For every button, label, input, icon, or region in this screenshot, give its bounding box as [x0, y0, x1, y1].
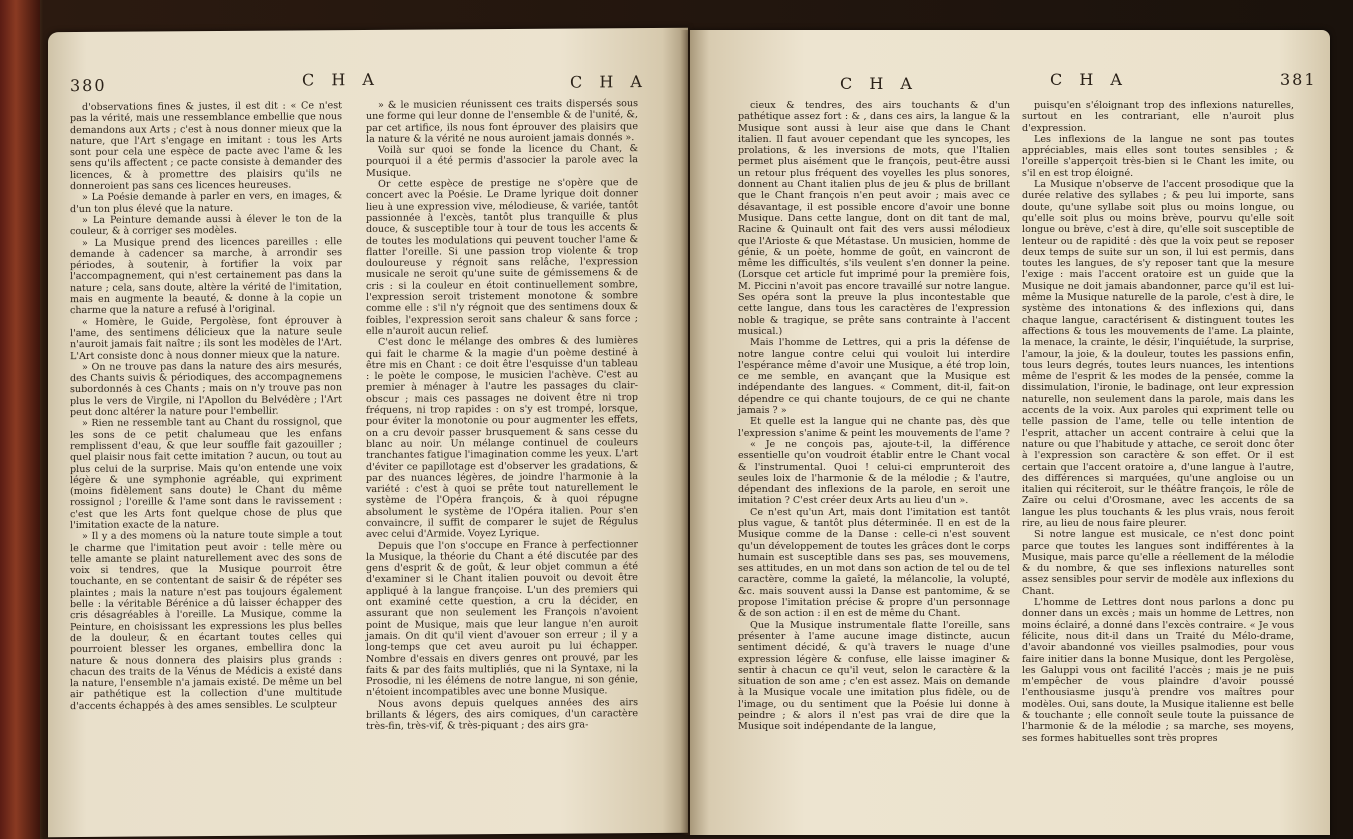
paragraph: « Je ne conçois pas, ajoute-t-il, la différence essentielle qu'on voudroit établir entre le Chant vocal & l'instrumental. Quoi ! celui-ci emprunteroit des seules loix de l'harmonie & de la mélodie ; & l'autre, dépendant des inflexions de la parole, en seroit une imitation ? C'est créer deux Arts au lieu d'un ». — [738, 438, 1010, 507]
paragraph: Mais l'homme de Lettres, qui a pris la défense de notre langue contre celui qui vouloit lui interdire l'espérance même d'avoir une Musique, a été trop loin, ce me semble, en avançant que la Musique est indépendante des langues. « Comment, dit-il, fait-on dépendre ce qui chante toujours, de ce qui ne chante jamais ? » — [738, 337, 1010, 417]
paragraph: » La Musique prend des licences pareilles : elle demande à cadencer sa marche, à arrondir ses périodes, à soutenir, à fortifier la voix par l'accompagnement, qui n'est certainement pas dans la nature ; cela, sans doute, altère la vérité de l'imitation, mais en augmente la beauté, & donne à la copie un charme que la nature a refusé à l'original. — [70, 235, 342, 317]
paragraph: d'observations fines & justes, il est dit : « Ce n'est pas la vérité, mais une ressemblance embellie que nous demandons aux Arts ; c'est à nous donner mieux que la nature, que l'Art s'engage en imitant : tous les Arts sont pour cela une espèce de pacte avec l'ame & les sens qu'ils affectent ; ce pacte consiste à demander des licences, & à promettre des plaisirs qu'ils ne donneroient pas sans ces licences heureuses. — [70, 100, 342, 193]
paragraph: Depuis que l'on s'occupe en France à perfectionner la Musique, la théorie du Chant a été discutée par des gens d'esprit & de goût, & leur objet commun a été d'examiner si le Chant italien pouvoit ou devoit être appliqué à la langue françoise. L'un des premiers qui ont examiné cette question, a cru la décider, en assurant que non seulement les François n'avoient point de Musique, mais que leur langue n'en auroit jamais. On dit qu'il vient d'avouer son erreur ; il y a long-temps que cet aveu auroit pu lui échapper. Nombre d'essais en divers genres ont prouvé, par les faits & par des faits multipliés, que ni la Syntaxe, ni la Prosodie, ni les élémens de notre langue, ni son génie, n'étoient incompatibles avec une bonne Musique. — [366, 538, 638, 699]
left-page-header — [70, 68, 670, 102]
paragraph: « Homère, le Guide, Pergolèse, font éprouver à l'ame, des sentimens délicieux que la nature seule n'auroit jamais fait naître ; ils sont les modèles de l'Art. L'Art consiste donc à nous donner mieux que la nature. — [70, 314, 342, 362]
book-binding — [0, 0, 40, 839]
left-page-number: 380 — [70, 75, 107, 96]
right-page-number: 381 — [1280, 70, 1317, 89]
paragraph: » La Poésie demande à parler en vers, en images, & d'un ton plus élevé que la nature. — [70, 190, 342, 215]
paragraph: » La Peinture demande aussi à élever le ton de la couleur, & à corriger ses modèles. — [70, 213, 342, 238]
right-page-header — [720, 70, 1320, 100]
paragraph: Et quelle est la langue qui ne chante pas, dès que l'expression s'anime & peint les mouvements de l'ame ? — [738, 416, 1010, 439]
left-running-head-2: C H A — [570, 72, 648, 92]
right-page — [690, 30, 1330, 835]
paragraph: » On ne trouve pas dans la nature des airs mesurés, des Chants suivis & périodiques, des accompagnemens subordonnés à ces Chants ; mais on n'y trouve pas non plus le vers de Virgile, ni l'Apollon du Belvédère ; l'Art peut donc altérer la nature pour l'embellir. — [70, 360, 342, 419]
paragraph: » & le musicien réunissent ces traits dispersés sous une forme qui leur donne de l'ensemble & de l'unité, &, par cet artifice, ils nous font éprouver des plaisirs que la nature & la vérité ne nous auroient jamais donnés ». — [366, 98, 638, 145]
right-page-column-1 — [738, 100, 1010, 733]
left-page-column-1 — [70, 100, 342, 712]
left-page-column-2 — [366, 98, 638, 733]
paragraph: Or cette espèce de prestige ne s'opère que de concert avec la Poésie. Le Drame lyrique doit donner lieu à une expression vive, mélodieuse, & variée, tantôt passionnée à l'excès, tantôt plus tranquille & plus douce, & susceptible tour à tour de tous les accents & de toutes les modulations qui peuvent toucher l'ame & flatter l'oreille. Si une passion trop violente & trop douloureuse y régnoit sans relâche, l'expression musicale ne seroit qu'une suite de gémissemens & de cris : si la couleur en étoit continuellement sombre, l'expression seroit tristement monotone & sombre comme elle : s'il n'y régnoit que des sentimens doux & foibles, l'expression seroit sans chaleur & sans force ; elle n'auroit aucun relief. — [366, 177, 638, 337]
right-page-column-2 — [1022, 100, 1294, 744]
left-running-head-1: C H A — [302, 69, 380, 90]
paragraph: Les inflexions de la langue ne sont pas toutes appréciables, mais elles sont toutes sensibles ; & l'oreille s'apperçoit très-bien si le Chant les imite, ou s'il en est trop éloigné. — [1022, 133, 1294, 179]
paragraph: Ce n'est qu'un Art, mais dont l'imitation est tantôt plus vague, & tantôt plus déterminée. Il en est de la Musique comme de la Danse : celle-ci n'est souvent qu'un développement de toutes les grâces dont le corps humain est susceptible dans ses pas, ses mouvemens, ses attitudes, en un mot dans son action de tel ou de tel caractère, comme la gaîeté, la mélancolie, la volupté, &c. mais souvent aussi la Danse est pantomime, & se propose l'imitation précise & propre d'un personnage & de son action : il en est de même du Chant. — [738, 506, 1010, 620]
paragraph: Voilà sur quoi se fonde la licence du Chant, & pourquoi il a été permis d'associer la parole avec la Musique. — [366, 143, 638, 179]
paragraph: puisqu'en s'éloignant trop des inflexions naturelles, surtout en les contrariant, elle n'auroit plus d'expression. — [1022, 100, 1294, 134]
left-page — [48, 28, 688, 837]
right-running-head-1: C H A — [840, 74, 918, 93]
paragraph: La Musique n'observe de l'accent prosodique que la durée relative des syllabes ; & peu lui importe, sans doute, qu'une syllabe soit plus ou moins longue, ou qu'elle soit plus ou moins brève, pourvu qu'elle soit longue ou brève, c'est à dire, qu'elle soit susceptible de lenteur ou de rapidité : dès que la voix peut se reposer deux temps de suite sur un son, il lui est permis, dans toutes les langues, de s'y reposer tant que la mesure l'exige : mais l'accent oratoire est un guide que la Musique ne doit jamais abandonner, parce qu'il est lui-même la Musique naturelle de la parole, c'est à dire, le système des intonations & des inflexions qui, dans chaque langue, caractérisent & distinguent toutes les affections & tous les mouvements de l'ame. La plainte, la menace, la crainte, le désir, l'inquiétude, la surprise, l'amour, la joie, & la douleur, toutes les passions enfin, tous leurs degrés, toutes leurs nuances, les intentions même de l'esprit & les modes de la pensée, comme la dissimulation, l'ironie, le badinage, ont leur expression naturelle, non seulement dans la parole, mais dans les accents de la voix. Aux paroles qui expriment telle ou telle passion de l'ame, telle ou telle intention de l'esprit, attacher un accent contraire à celui que la nature ou que l'habitude y attache, ce seroit donc ôter à l'expression son caractère & son effet. Or il est certain que l'accent oratoire a, d'une langue à l'autre, des différences si marquées, qu'une angloise ou un italien qui réciteroit, sur le théâtre françois, le rôle de Zaïre ou celui d'Orosmane, avec les accents de sa langue les plus touchants & les plus vrais, nous feroit rire, au lieu de nous faire pleurer. — [1022, 179, 1294, 529]
paragraph: C'est donc le mélange des ombres & des lumières qui fait le charme & la magie d'un poème destiné à être mis en Chant : ce doit être l'esquisse d'un tableau : le poète le compose, le musicien l'achève. C'est au premier à ménager à l'autre les passages du clair-obscur ; mais ces passages ne doivent être ni trop fréquens, ni trop rapides : on s'y est trompé, lorsque, pour éviter la monotonie ou pour augmenter les effets, on a cru devoir passer brusquement & sans cesse du blanc au noir. Un mélange continuel de couleurs tranchantes fatigue l'imagination comme les yeux. L'art d'éviter ce papillotage est d'observer les gradations, & par des nuances légères, de joindre l'harmonie à la variété : c'est à quoi se prête tout naturellement le système de l'Opéra françois, & à quoi répugne absolument le système de l'Opéra italien. Pour s'en convaincre, il suffit de comparer le sujet de Régulus avec celui d'Armide. Voyez Lyrique. — [366, 335, 638, 541]
paragraph: » Rien ne ressemble tant au Chant du rossignol, que les sons de ce petit chalumeau que les enfans remplissent d'eau, & que leur souffle fait gazouiller ; quel plaisir nous fait cette imitation ? aucun, ou tout au plus celui de la surprise. Mais qu'on entende une voix légère & une symphonie agréable, qui expriment (moins fidèlement sans doute) le Chant du même rossignol ; l'oreille & l'ame sont dans le ravissement : c'est que les Arts font quelque chose de plus que l'imitation exacte de la nature. — [70, 416, 342, 532]
right-running-head-2: C H A — [1050, 70, 1128, 89]
paragraph: Nous avons depuis quelques années des airs brillants & légers, des airs comiques, d'un caractère très-fin, très-vif, & très-piquant ; des airs gra- — [366, 696, 638, 733]
paragraph: » Il y a des momens où la nature toute simple a tout le charme que l'imitation peut avoir : telle mère ou telle amante se plaint naturellement avec des sons de voix si tendres, que la Musique pourroit être touchante, en se contentant de saisir & de répéter ses plaintes ; mais la nature n'est pas toujours également belle : la véritable Bérénice a dû laisser échapper des cris désagréables à l'oreille. La Musique, comme la Peinture, en choisissant les expressions les plus belles de la douleur, & en écartant toutes celles qui pourroient blesser les organes, embellira donc la nature & nous donnera des plaisirs plus grands : chacun des traits de la Vénus de Médicis a existé dans la nature, l'ensemble n'a jamais existé. De même un bel air pathétique est la collection d'une multitude d'accents échappés à des ames sensibles. Le sculpteur — [70, 529, 342, 712]
paragraph: Que la Musique instrumentale flatte l'oreille, sans présenter à l'ame aucune image distincte, aucun sentiment décidé, & qu'à travers le nuage d'une expression légère & confuse, elle laisse imaginer & sentir à chacun ce qu'il veut, selon le caractère & la situation de son ame ; c'en est assez. Mais on demande à la Musique vocale une imitation plus fidèle, ou de l'image, ou du sentiment que la Poésie lui donne à peindre ; & alors il n'est pas vrai de dire que la Musique soit indépendante de la langue, — [738, 619, 1010, 733]
paragraph: L'homme de Lettres dont nous parlons a donc pu donner dans un excès ; mais un homme de Lettres, non moins éclairé, a donné dans l'excès contraire. « Je vous félicite, nous dit-il dans un Traité du Mélo-drame, d'avoir abandonné vos vieilles psalmodies, pour vous faire initier dans la bonne Musique, dont les Pergolèse, les Galuppi vous ont facilité l'accès ; mais je ne puis m'empêcher de vous plaindre d'avoir poussé l'enthousiasme jusqu'à prendre vos maîtres pour modèles. Oui, sans doute, la Musique italienne est belle & touchante ; elle connoît seule toute la puissance de l'harmonie & de la mélodie ; sa marche, ses moyens, ses formes habituelles sont très propres — [1022, 597, 1294, 744]
paragraph: cieux & tendres, des airs touchants & d'un pathétique assez fort : & , dans ces airs, la langue & la Musique sont aussi à leur aise que dans le Chant italien. Il faut avouer cependant que les syncopes, les prolations, & les inversions de mots, que l'Italien permet plus aisément que le françois, peut-être aussi un retour plus fréquent des voyelles les plus sonores, donnent au Chant italien plus de jeu & plus de brillant que le Chant françois n'en peut avoir ; mais avec ce désavantage, il est possible encore d'avoir une bonne Musique. Dans cette langue, dont on dit tant de mal, Racine & Quinault ont fait des vers aussi mélodieux que l'Arioste & que Métastase. Un musicien, homme de génie, & un poète, homme de goût, en vaincront de même les difficultés, s'ils veulent s'en donner la peine. (Lorsque cet article fut imprimé pour la première fois, M. Piccini n'avoit pas encore travaillé sur notre langue. Ses opéra sont la preuve la plus incontestable que cette langue, dans tous les caractères de l'expression noble & tragique, se prête sans contrainte à l'accent musical.) — [738, 100, 1010, 337]
paragraph: Si notre langue est musicale, ce n'est donc point parce que toutes les langues sont indifférentes à la Musique, mais parce qu'elle a réellement de la mélodie & du nombre, & que ses inflexions naturelles sont assez sensibles pour servir de modèle aux inflexions du Chant. — [1022, 529, 1294, 597]
